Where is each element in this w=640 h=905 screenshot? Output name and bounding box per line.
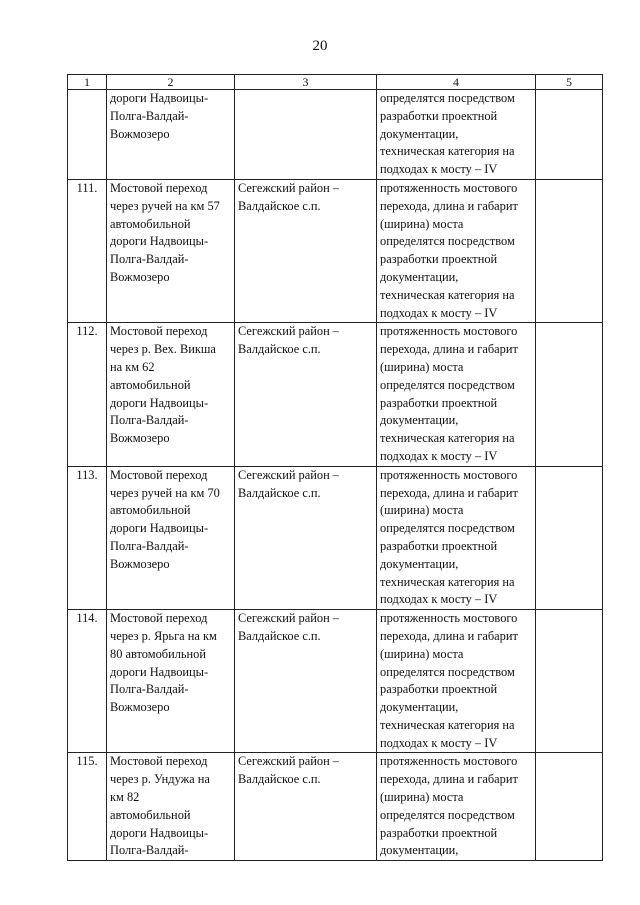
object-characteristics: протяженность мостового перехода, длина и габарит (ширина) моста определятся посредством разработки проектной документации, техническая категория на подходах к мосту – IV [377,610,536,753]
table-row [68,323,603,466]
column-header-2: 2 [107,75,235,90]
object-name: дороги Надвоицы- Полга-Валдай- Вожмозеро [107,90,235,180]
object-location: Сегежский район – Валдайское с.п. [235,179,377,322]
object-characteristics: протяженность мостового перехода, длина и габарит (ширина) моста определятся посредством разработки проектной документации, [377,753,536,861]
object-location: Сегежский район – Валдайское с.п. [235,466,377,609]
object-characteristics: определятся посредством разработки проектной документации, техническая категория на подходах к мосту – IV [377,90,536,180]
object-note [536,179,603,322]
row-number: 115. [68,753,107,861]
object-name: Мостовой переход через р. Ундужа на км 82 автомобильной дороги Надвоицы- Полга-Валдай- [107,753,235,861]
object-name: Мостовой переход через р. Вех. Викша на км 62 автомобильной дороги Надвоицы- Полга-Валдай- Вожмозеро [107,323,235,466]
row-number: 111. [68,179,107,322]
row-number: 112. [68,323,107,466]
row-number [68,90,107,180]
page-number: 20 [312,38,328,54]
object-note [536,90,603,180]
object-note [536,466,603,609]
table-header-row [68,75,603,90]
table-row [68,753,603,861]
column-header-4: 4 [377,75,536,90]
object-note [536,753,603,861]
object-characteristics: протяженность мостового перехода, длина и габарит (ширина) моста определятся посредством разработки проектной документации, техническая категория на подходах к мосту – IV [377,323,536,466]
object-name: Мостовой переход через ручей на км 57 автомобильной дороги Надвоицы- Полга-Валдай- Вожмозеро [107,179,235,322]
table-row [68,466,603,609]
column-header-1: 1 [68,75,107,90]
object-location: Сегежский район – Валдайское с.п. [235,323,377,466]
objects-table [67,74,603,861]
object-note [536,610,603,753]
object-location [235,90,377,180]
column-header-5: 5 [536,75,603,90]
row-number: 113. [68,466,107,609]
object-characteristics: протяженность мостового перехода, длина и габарит (ширина) моста определятся посредством разработки проектной документации, техническая категория на подходах к мосту – IV [377,466,536,609]
table-row [68,179,603,322]
object-location: Сегежский район – Валдайское с.п. [235,753,377,861]
table-row [68,90,603,180]
table-row [68,610,603,753]
column-header-3: 3 [235,75,377,90]
object-name: Мостовой переход через ручей на км 70 автомобильной дороги Надвоицы- Полга-Валдай- Вожмозеро [107,466,235,609]
object-characteristics: протяженность мостового перехода, длина и габарит (ширина) моста определятся посредством разработки проектной документации, техническая категория на подходах к мосту – IV [377,179,536,322]
object-location: Сегежский район – Валдайское с.п. [235,610,377,753]
object-name: Мостовой переход через р. Ярьга на км 80 автомобильной дороги Надвоицы- Полга-Валдай- Вожмозеро [107,610,235,753]
row-number: 114. [68,610,107,753]
object-note [536,323,603,466]
